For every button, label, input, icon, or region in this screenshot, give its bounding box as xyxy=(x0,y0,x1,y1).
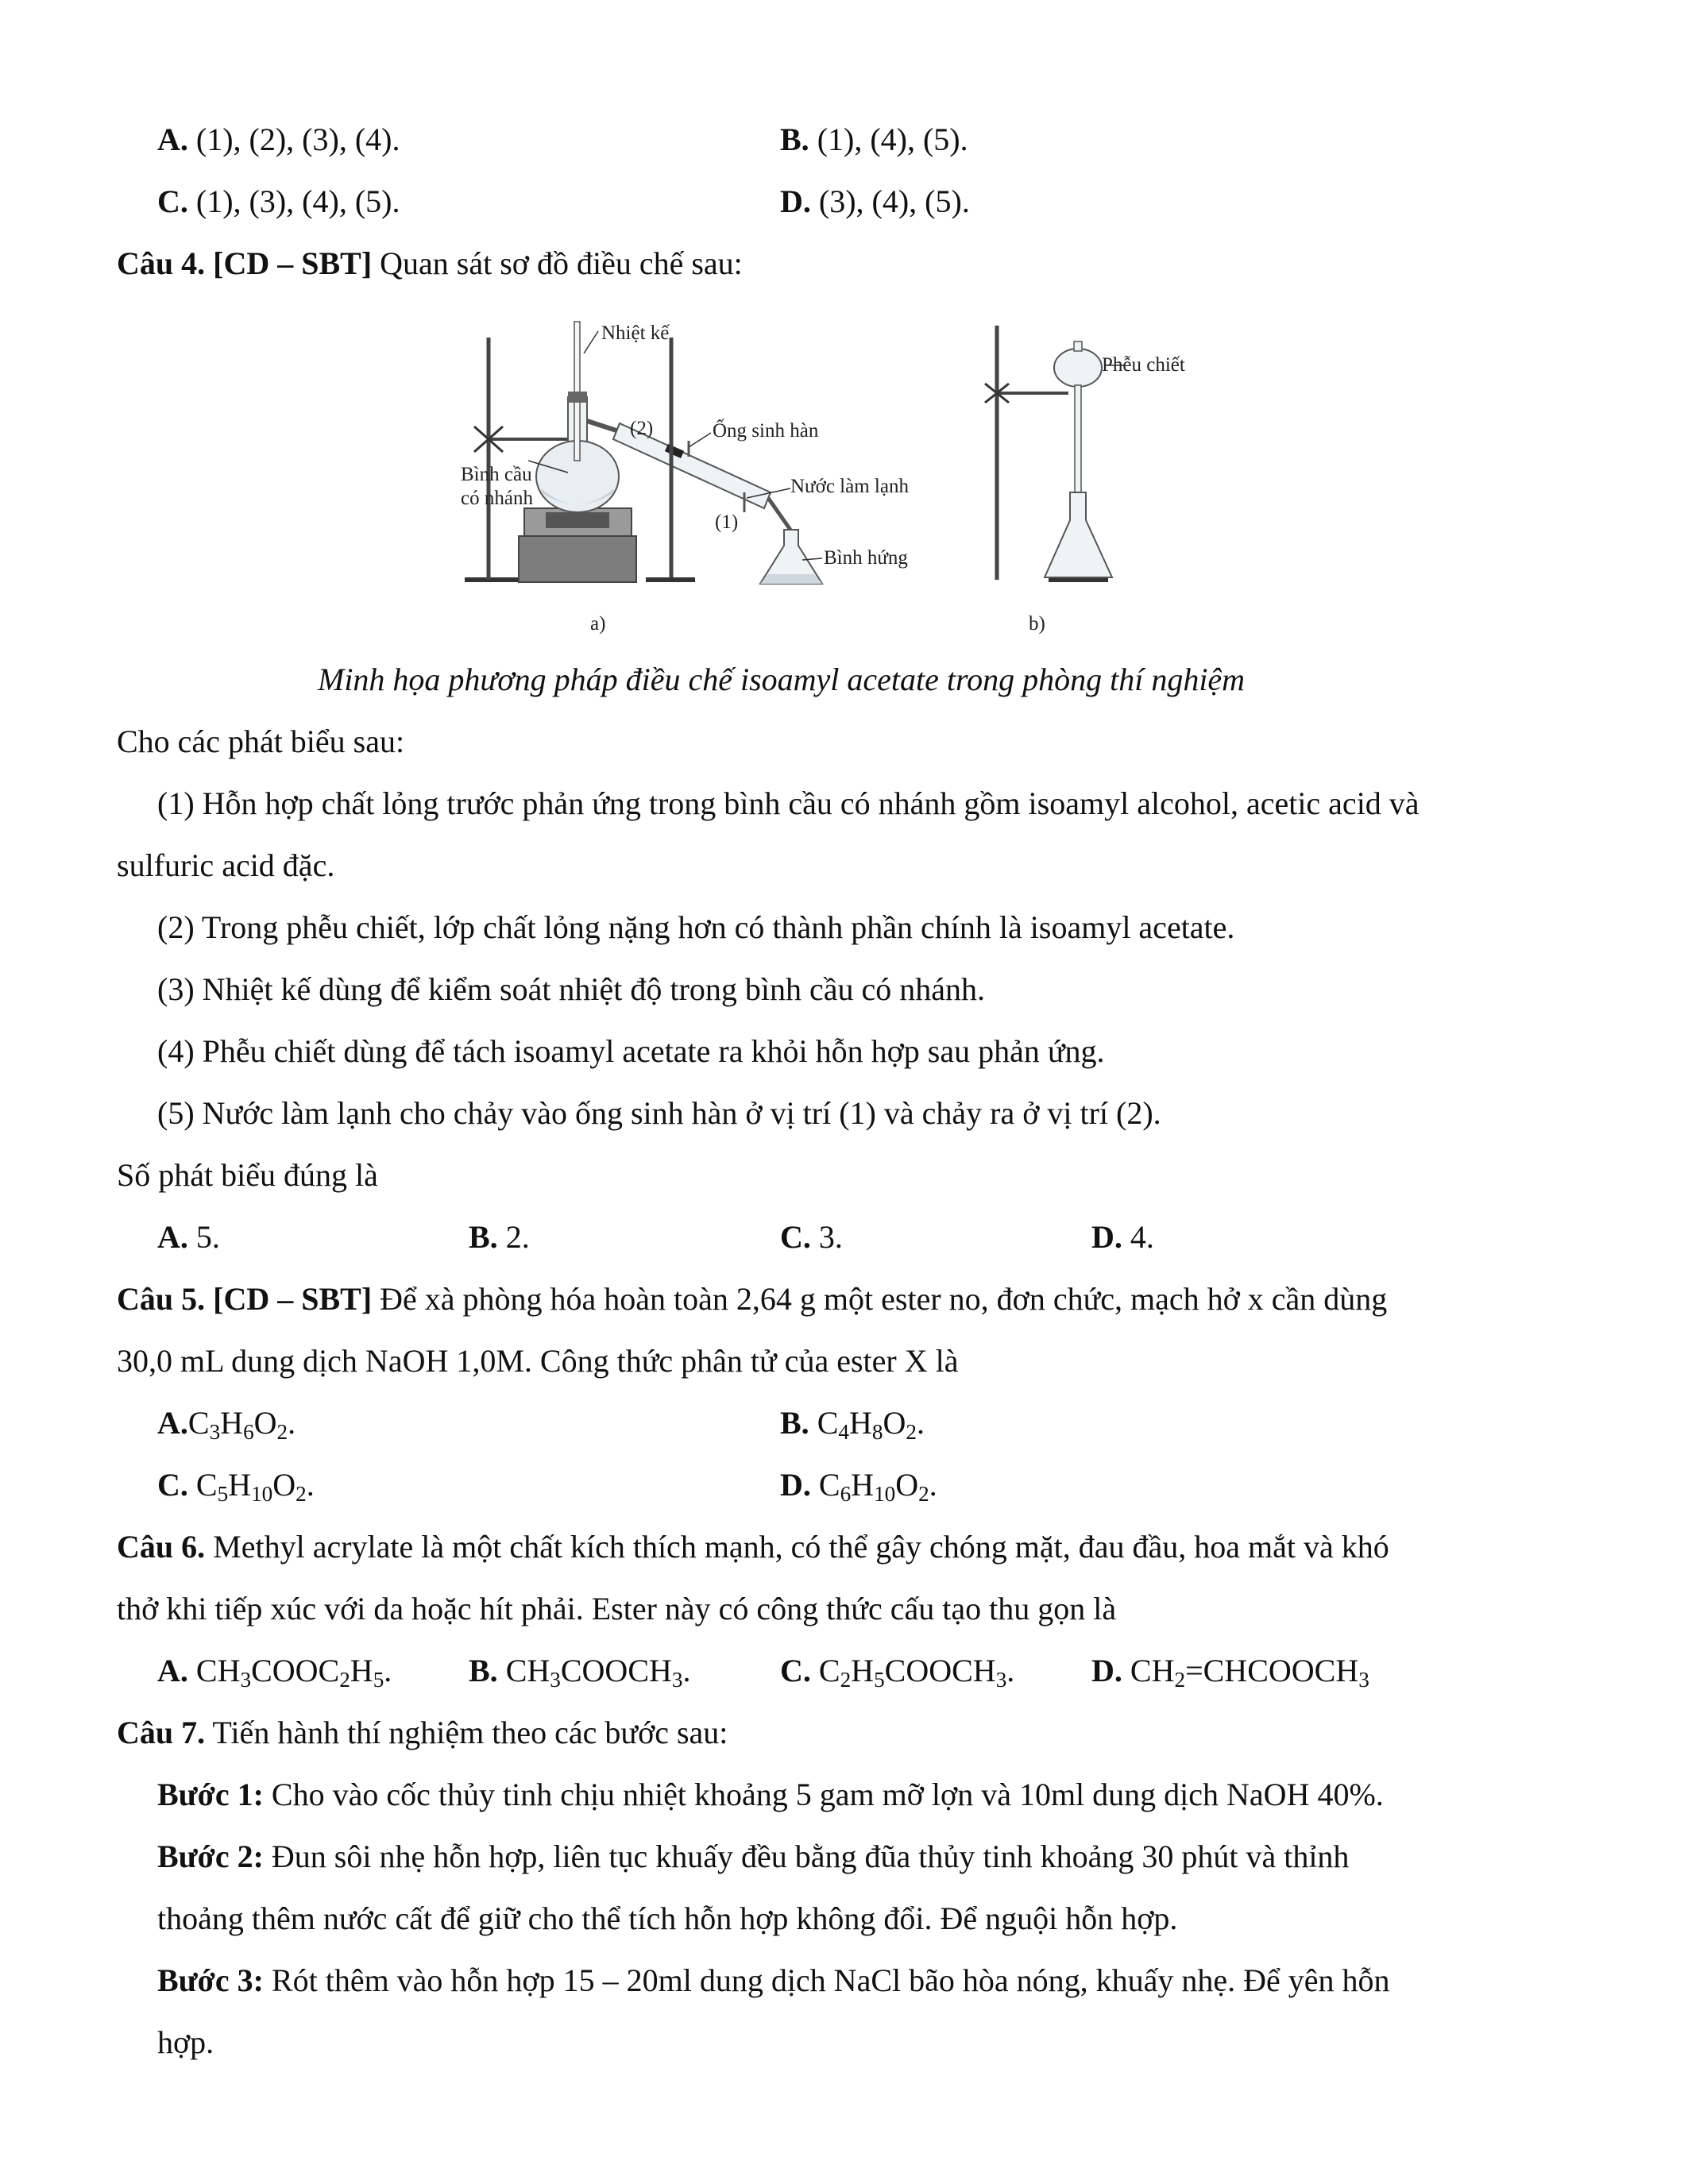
thermometer xyxy=(574,322,580,461)
option-text: (1), (4), (5). xyxy=(809,122,968,157)
question-text: Quan sát sơ đồ điều chế sau: xyxy=(372,245,743,281)
heater-body xyxy=(519,536,636,582)
label-coolant: Nước làm lạnh xyxy=(790,476,909,497)
q4-option-b xyxy=(469,1217,530,1258)
heater-plate xyxy=(546,512,609,528)
step-label: Bước 1: xyxy=(157,1777,264,1812)
option-label: D. xyxy=(780,183,811,219)
funnel-stopper xyxy=(1074,341,1082,351)
option-label: C. xyxy=(157,1467,188,1503)
option-label: D. xyxy=(1091,1219,1122,1255)
statement-4: (4) Phễu chiết dùng để tách isoamyl acetate ra khỏi hỗn hợp sau phản ứng. xyxy=(157,1033,1105,1069)
q7-step-2-cont: thoảng thêm nước cất để giữ cho thể tích hỗn hợp không đổi. Để nguội hỗn hợp. xyxy=(157,1900,1178,1936)
statements-intro: Cho các phát biểu sau: xyxy=(117,723,405,759)
collecting-flask xyxy=(1045,492,1112,577)
step-text: Rót thêm vào hỗn hợp 15 – 20ml dung dịch NaCl bão hòa nóng, khuấy nhẹ. Để yên hỗn xyxy=(263,1962,1390,1998)
funnel-bulb xyxy=(1054,349,1102,387)
q7-stem xyxy=(117,1712,728,1754)
leader-thermometer xyxy=(584,331,598,353)
option-label: B. xyxy=(780,122,809,157)
q5-option-a xyxy=(157,1403,295,1444)
q4-option-a xyxy=(157,1217,220,1258)
option-text: $C_4H_8O_2$. xyxy=(809,1405,925,1444)
label-flask-1: Bình cầu xyxy=(461,464,532,485)
q6-stem xyxy=(117,1526,1389,1568)
option-label: C. xyxy=(780,1219,811,1255)
q6-option-d xyxy=(1091,1650,1369,1692)
label-thermometer: Nhiệt kế xyxy=(601,322,670,344)
label-position-2: (2) xyxy=(630,418,654,439)
q7-step-3 xyxy=(157,1960,1390,2001)
q3-option-a xyxy=(157,119,400,160)
q6-option-b xyxy=(469,1650,690,1692)
option-label: C. xyxy=(157,183,188,219)
question-label: Câu 7. xyxy=(117,1715,206,1750)
option-text: $C_3H_6O_2$. xyxy=(187,1405,296,1444)
label-flask-2: có nhánh xyxy=(461,488,533,509)
q7-step-1 xyxy=(157,1774,1384,1815)
q4-stem xyxy=(117,243,743,284)
statement-1: (1) Hỗn hợp chất lỏng trước phản ứng trong bình cầu có nhánh gồm isoamyl alcohol, acetic acid và xyxy=(157,785,1420,821)
question-label: Câu 6. xyxy=(117,1529,206,1565)
q3-option-c xyxy=(157,181,400,222)
option-label: B. xyxy=(469,1219,498,1255)
option-text: $C_2H_5COOCH_3$. xyxy=(810,1653,1015,1692)
label-part-a: a) xyxy=(590,613,606,635)
option-text: (3), (4), (5). xyxy=(810,183,970,219)
option-text: 2. xyxy=(497,1219,530,1255)
step-label: Bước 2: xyxy=(157,1839,264,1874)
statement-3: (3) Nhiệt kế dùng để kiểm soát nhiệt độ trong bình cầu có nhánh. xyxy=(157,971,985,1007)
option-text: $CH_3COOC_2H_5$. xyxy=(187,1653,392,1692)
question-label: Câu 5. [CD – SBT] xyxy=(117,1281,373,1317)
label-part-b: b) xyxy=(1029,613,1045,635)
q4-option-c xyxy=(780,1217,843,1258)
statement-2: (2) Trong phễu chiết, lớp chất lỏng nặng hơn có thành phần chính là isoamyl acetate. xyxy=(157,909,1235,945)
q7-step-2 xyxy=(157,1836,1349,1877)
option-label: A. xyxy=(157,1653,188,1688)
question-text: Tiến hành thí nghiệm theo các bước sau: xyxy=(205,1715,728,1750)
option-text: (1), (2), (3), (4). xyxy=(187,122,400,157)
q5-option-d xyxy=(780,1464,937,1506)
q3-option-d xyxy=(780,181,970,222)
receiving-liquid xyxy=(760,574,822,584)
distillation-apparatus-figure xyxy=(457,322,1185,655)
q5-option-b xyxy=(780,1403,925,1444)
option-text: (1), (3), (4), (5). xyxy=(187,183,400,219)
option-label: A. xyxy=(157,1405,188,1441)
option-text: $C_6H_{10}O_2$. xyxy=(810,1467,937,1506)
leader-condenser xyxy=(689,433,711,447)
option-text: 3. xyxy=(810,1219,843,1255)
apparatus-diagram xyxy=(457,322,1185,655)
option-text: 5. xyxy=(187,1219,220,1255)
option-text: 4. xyxy=(1122,1219,1154,1255)
option-label: D. xyxy=(1091,1653,1122,1688)
option-label: D. xyxy=(780,1467,811,1503)
statement-5: (5) Nước làm lạnh cho chảy vào ống sinh hàn ở vị trí (1) và chảy ra ở vị trí (2). xyxy=(157,1095,1161,1131)
label-receiver: Bình hứng xyxy=(824,547,908,569)
step-label: Bước 3: xyxy=(157,1962,264,1998)
q6-option-a xyxy=(157,1650,392,1692)
option-label: B. xyxy=(469,1653,498,1688)
q7-step-3-cont: hợp. xyxy=(157,2024,214,2060)
q5-stem xyxy=(117,1279,1387,1320)
option-label: A. xyxy=(157,1219,188,1255)
q5-stem-cont: 30,0 mL dung dịch NaOH 1,0M. Công thức phân tử của ester X là xyxy=(117,1343,959,1379)
question-label: Câu 4. [CD – SBT] xyxy=(117,245,373,281)
adapter xyxy=(768,498,790,530)
q3-option-b xyxy=(780,119,968,160)
option-label: C. xyxy=(780,1653,811,1688)
q4-question: Số phát biểu đúng là xyxy=(117,1157,378,1193)
q5-option-c xyxy=(157,1464,315,1506)
thermometer-stopper xyxy=(568,392,587,403)
step-text: Đun sôi nhẹ hỗn hợp, liên tục khuấy đều bằng đũa thủy tinh khoảng 30 phút và thỉnh xyxy=(263,1839,1350,1874)
option-text: $CH_2=CHCOOCH_3$ xyxy=(1122,1653,1369,1692)
q6-option-c xyxy=(780,1650,1014,1692)
option-label: A. xyxy=(157,122,188,157)
figure-caption: Minh họa phương pháp điều chế isoamyl acetate trong phòng thí nghiệm xyxy=(318,662,1246,697)
question-text: Methyl acrylate là một chất kích thích mạnh, có thể gây chóng mặt, đau đầu, hoa mắt và khó xyxy=(205,1529,1389,1565)
option-label: B. xyxy=(780,1405,809,1441)
q4-option-d xyxy=(1091,1217,1154,1258)
option-text: $C_5H_{10}O_2$. xyxy=(187,1467,315,1506)
label-condenser: Ống sinh hàn xyxy=(713,420,819,442)
label-funnel: Phễu chiết xyxy=(1102,354,1185,376)
label-position-1: (1) xyxy=(715,511,739,533)
step-text: Cho vào cốc thủy tinh chịu nhiệt khoảng 5 gam mỡ lợn và 10ml dung dịch NaOH 40%. xyxy=(263,1777,1384,1812)
question-text: Để xà phòng hóa hoàn toàn 2,64 g một ester no, đơn chức, mạch hở x cần dùng xyxy=(372,1281,1388,1317)
statement-1-cont: sulfuric acid đặc. xyxy=(117,847,335,883)
q6-stem-cont: thở khi tiếp xúc với da hoặc hít phải. Ester này có công thức cấu tạo thu gọn là xyxy=(117,1591,1117,1626)
option-text: $CH_3COOCH_3$. xyxy=(497,1653,691,1692)
